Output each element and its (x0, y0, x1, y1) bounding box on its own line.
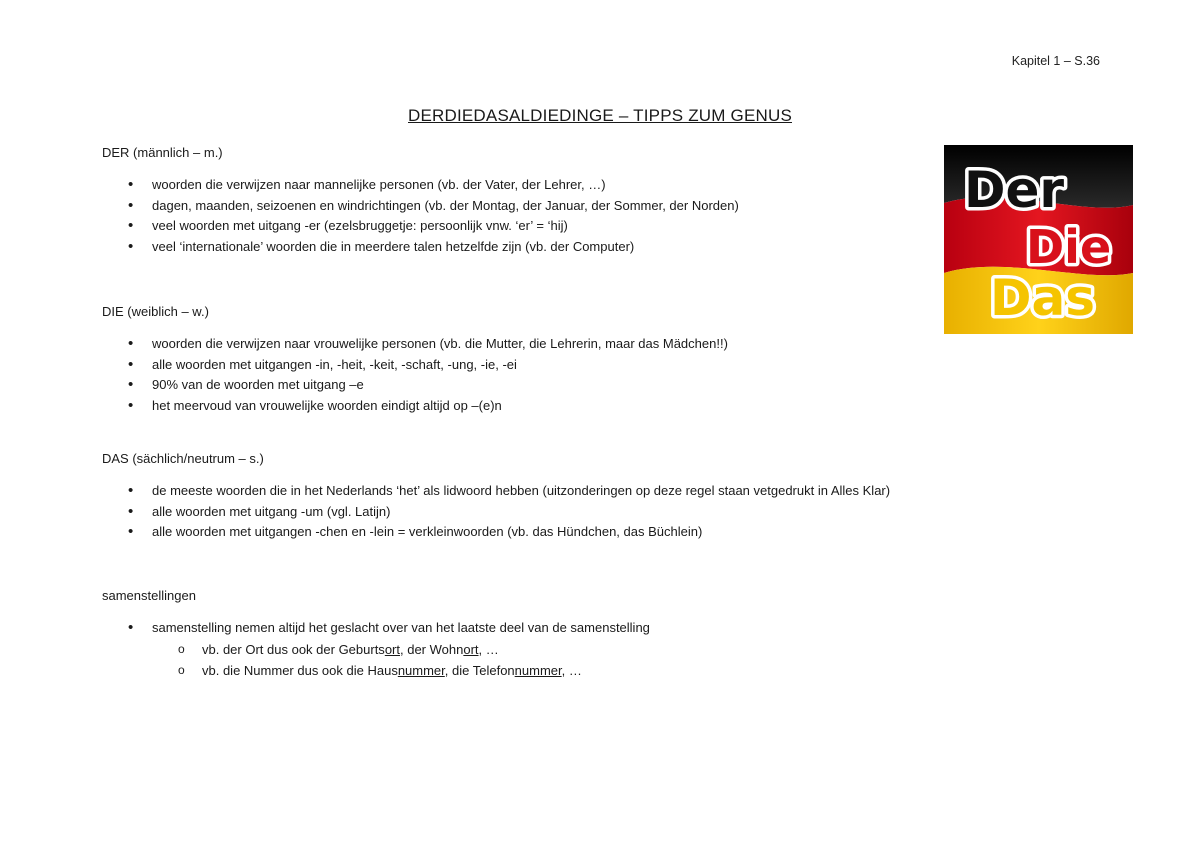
example-text: vb. der Ort dus ook der Geburts (202, 642, 385, 657)
example-item (178, 660, 582, 681)
samenstellingen-list (128, 618, 650, 639)
der-list (128, 175, 739, 257)
section-heading-der: DER (männlich – m.) (102, 145, 223, 160)
list-item: • dagen, maanden, seizoenen en windrichtingen (vb. der Montag, der Januar, der Sommer, der Norden) (128, 196, 739, 217)
list-item: • alle woorden met uitgang -um (vgl. Latijn) (128, 502, 890, 523)
underlined-part: ort (384, 642, 400, 657)
example-text: , der Wohn (399, 642, 464, 657)
section-heading-die: DIE (weiblich – w.) (102, 304, 209, 319)
logo-word: Das (990, 269, 1096, 327)
list-item: • woorden die verwijzen naar mannelijke personen (vb. der Vater, der Lehrer, …) (128, 175, 739, 196)
samenstellingen-examples (178, 639, 582, 681)
list-item: • samenstelling nemen altijd het geslacht over van het laatste deel van de samenstelling (128, 618, 650, 639)
list-item: • woorden die verwijzen naar vrouwelijke personen (vb. die Mutter, die Lehrerin, maar das Mädchen!!) (128, 334, 728, 355)
underlined-part: nummer (514, 663, 562, 678)
page-title: DERDIEDASALDIEDINGE – TIPPS ZUM GENUS (408, 106, 792, 125)
logo-word: Die (1026, 220, 1112, 274)
example-text: vb. die Nummer dus ook die Haus (202, 663, 398, 678)
list-item: • alle woorden met uitgangen -in, -heit, -keit, -schaft, -ung, -ie, -ei (128, 355, 728, 376)
section-heading-das: DAS (sächlich/neutrum – s.) (102, 451, 264, 466)
logo-word: Der (964, 161, 1065, 219)
list-item: • veel ‘internationale’ woorden die in meerdere talen hetzelfde zijn (vb. der Computer) (128, 237, 739, 258)
list-item: • de meeste woorden die in het Nederlands ‘het’ als lidwoord hebben (uitzonderingen op deze regel staan vetgedrukt in Alles Klar) (128, 481, 890, 502)
list-item: • het meervoud van vrouwelijke woorden eindigt altijd op –(e)n (128, 396, 728, 417)
underlined-part: ort (463, 642, 479, 657)
example-text: , … (561, 663, 582, 678)
example-item (178, 639, 582, 660)
list-item: • veel woorden met uitgang -er (ezelsbruggetje: persoonlijk vnw. ‘er’ = ‘hij) (128, 216, 739, 237)
list-item: • alle woorden met uitgangen -chen en -lein = verkleinwoorden (vb. das Hündchen, das Büchlein) (128, 522, 890, 543)
list-item: • 90% van de woorden met uitgang –e (128, 375, 728, 396)
page-reference: Kapitel 1 – S.36 (1011, 54, 1100, 68)
example-text: , die Telefon (444, 663, 515, 678)
das-list (128, 481, 890, 543)
example-text: , … (478, 642, 499, 657)
der-die-das-logo (944, 145, 1133, 334)
die-list (128, 334, 728, 416)
section-heading-samenstellingen: samenstellingen (102, 588, 196, 603)
underlined-part: nummer (397, 663, 445, 678)
